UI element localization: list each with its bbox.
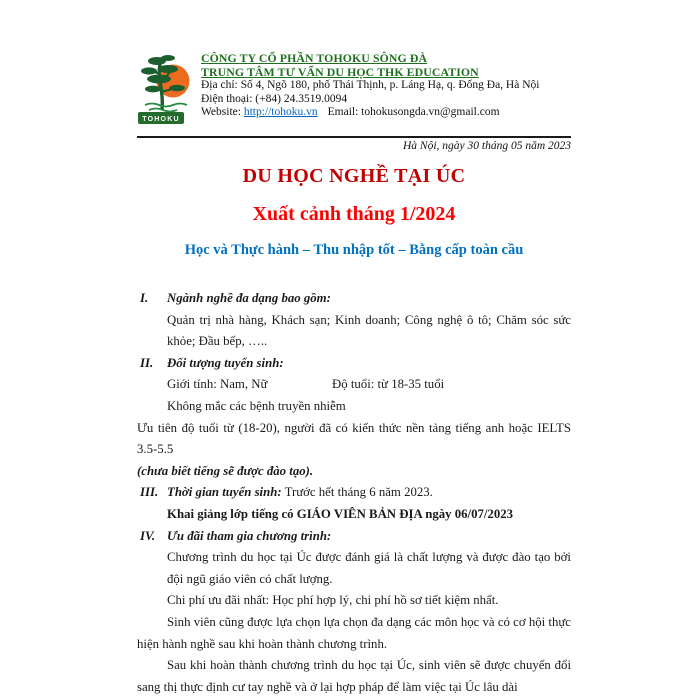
gender-age-row [167, 374, 571, 396]
document-content [137, 52, 571, 698]
main-title: DU HỌC NGHỀ TẠI ÚC [242, 165, 466, 187]
slogan-subtitle: Học và Thực hành – Thu nhập tốt – Bằng cấp toàn cầu [184, 242, 524, 258]
section-3-content [167, 482, 433, 504]
company-web-email-line [201, 106, 571, 120]
benefit-paragraph-3: Sinh viên cũng được lựa chọn lựa chọn đa dạng các môn học và có cơ hội thực hiện hành nghề sau khi hoàn thành chương trình. [137, 614, 571, 651]
section-3-deadline: Trước hết tháng 6 năm 2023. [281, 485, 433, 500]
section-1-numeral: I. [140, 291, 149, 305]
company-email: Email: tohokusongda.vn@gmail.com [327, 106, 500, 119]
section-4-heading: Ưu đãi tham gia chương trình: [167, 528, 332, 543]
document-body [137, 288, 571, 698]
website-link[interactable]: http://tohoku.vn [243, 106, 318, 119]
section-3-heading-row [137, 482, 571, 504]
company-name-line1: CÔNG TY CỔ PHẦN TOHOKU SÔNG ĐÀ [201, 51, 428, 65]
health-requirement: Không mắc các bệnh truyền nhiễm [167, 398, 346, 413]
section-3-heading: Thời gian tuyển sinh: [167, 485, 282, 500]
letterhead [137, 52, 571, 133]
class-opening-text: Khai giảng lớp tiếng có GIÁO VIÊN BẢN ĐỊA ngày 06/07/2023 [167, 506, 514, 521]
section-2-heading: Đối tượng tuyển sinh: [167, 355, 284, 370]
logo-text: TOHOKU [142, 116, 180, 123]
company-name-line2: TRUNG TÂM TƯ VẤN DU HỌC THK EDUCATION [201, 64, 479, 79]
section-1-heading: Ngành nghề đa dạng bao gồm: [167, 291, 331, 305]
section-1-heading-row [137, 288, 571, 310]
section-2-numeral: II. [140, 355, 154, 370]
tohoku-logo [137, 52, 197, 133]
section-3-numeral: III. [140, 485, 159, 500]
gender-text: Giới tính: Nam, Nữ [167, 377, 268, 392]
benefit-paragraph-4: Sau khi hoàn thành chương trình du học tại Úc, sinh viên sẽ được chuyển đổi sang thị thực định cư tay nghề và ở lại hợp pháp để làm việc tại Úc lâu dài [137, 658, 571, 694]
date-line: Hà Nội, ngày 30 tháng 05 năm 2023 [402, 140, 571, 152]
section-4-numeral: IV. [140, 528, 156, 543]
benefit-paragraph-2: Chi phí ưu đãi nhất: Học phí hợp lý, chi phí hồ sơ tiết kiệm nhất. [167, 593, 499, 608]
logo-water-waves [145, 104, 187, 112]
letterhead-text [197, 52, 571, 120]
departure-title: Xuất cảnh tháng 1/2024 [252, 203, 456, 225]
website-label: Website: [201, 106, 244, 119]
age-text: Độ tuổi: từ 18-35 tuổi [332, 377, 445, 392]
company-address: Địa chỉ: Số 4, Ngõ 180, phố Thái Thịnh, p. Láng Hạ, q. Đống Đa, Hà Nội [201, 79, 540, 92]
benefit-paragraph-1: Chương trình du học tại Úc được đánh giá là chất lượng và được đào tạo bởi đội ngũ giáo viên có chất lượng. [167, 550, 571, 586]
section-1-text: Quản trị nhà hàng, Khách sạn; Kinh doanh; Công nghệ ô tô; Chăm sóc sức khỏe; Đầu bếp, ….. [167, 312, 571, 349]
tohoku-logo-icon [137, 52, 195, 128]
section-4-heading-row [137, 526, 571, 548]
priority-text: Ưu tiên độ tuổi từ (18-20), người đã có kiến thức nền tảng tiếng anh hoặc IELTS 3.5-5.5 [137, 420, 571, 457]
language-note: (chưa biết tiếng sẽ được đào tạo). [137, 463, 314, 478]
company-phone: Điện thoại: (+84) 24.3519.0094 [201, 92, 348, 105]
section-2-heading-row [137, 353, 571, 375]
